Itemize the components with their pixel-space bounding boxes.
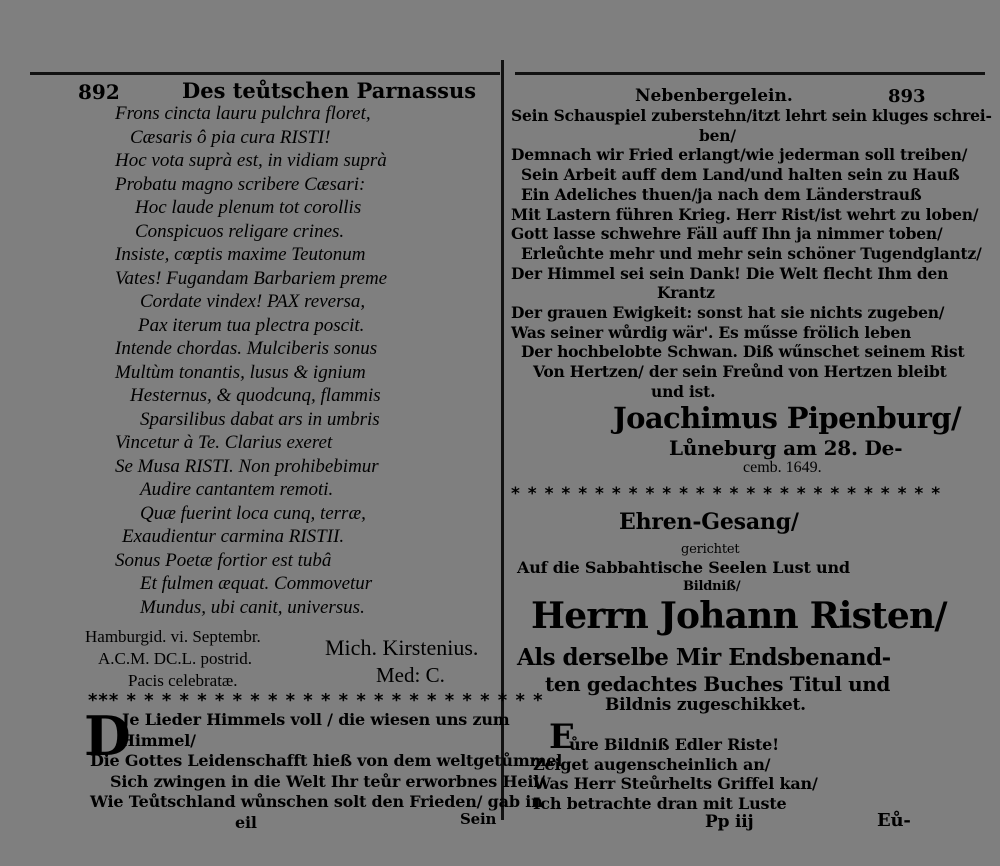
latin-line: Multùm tonantis, lusus & ignium — [115, 361, 366, 383]
poem-line: Krantz — [657, 283, 715, 303]
latin-line: Conspicuos religare crines. — [135, 220, 345, 242]
title-line-5: Als derselbe Mir Endsbenand- — [517, 644, 891, 671]
poem-line: Der grauen Ewigkeit: sonst hat sie nichts zugeben/ — [511, 303, 945, 322]
latin-line: Frons cincta lauru pulchra floret, — [115, 103, 371, 124]
poem-line: Der Himmel sei sein Dank! Die Welt flecht Ihm den — [511, 263, 949, 283]
latin-line: Probatu magno scribere Cæsari: — [115, 173, 366, 195]
poem-line: Mit Lastern führen Krieg. Herr Rist/ist wehrt zu loben/ — [511, 204, 979, 224]
poem-line: Was seiner wůrdig wär'. Es műsse frölich leben — [511, 322, 912, 342]
poem-line: und ist. — [651, 381, 716, 401]
verse-line: Zeiget augenscheinlich an/ — [533, 754, 771, 774]
latin-line: Quæ fuerint loca cunq, terræ, — [140, 502, 366, 524]
signature-name: Mich. Kirstenius. — [325, 635, 479, 660]
left-catchword: Sein — [460, 810, 497, 828]
german-line: eil — [235, 812, 257, 832]
poem-line: ben/ — [699, 125, 736, 145]
dateline-3: Pacis celebratæ. — [128, 671, 238, 690]
latin-line: Cordate vindex! PAX reversa, — [140, 291, 366, 312]
signature-mark: Pp iij — [705, 812, 754, 832]
left-page-number: 892 — [78, 80, 120, 104]
title-sub: Auf die Sabbahtische Seelen Lust und — [517, 558, 850, 577]
verse-line: ůre Bildniß Edler Riste! — [569, 735, 779, 754]
title-bildnis: Bildniß/ — [683, 579, 741, 594]
right-running-head: Nebenbergelein. — [635, 86, 793, 106]
poem-line: Der hochbelobte Schwan. Diß wűnschet seinem Rist — [521, 342, 965, 362]
german-line: Je Lieder Himmels voll / die wiesen uns zum — [122, 710, 510, 729]
german-line: Wie Teůtschland wůnschen solt den Frieden/ gab in — [90, 792, 543, 811]
latin-line: Hoc laude plenum tot corollis — [135, 197, 362, 218]
latin-line: Et fulmen æquat. Commovetur — [140, 573, 373, 594]
latin-line: Mundus, ubi canit, universus. — [140, 596, 365, 618]
dateline-1: Hamburgid. vi. Septembr. — [85, 627, 261, 646]
latin-line: Sonus Poetæ fortior est tubâ — [115, 549, 332, 571]
latin-line: Audire cantantem remoti. — [140, 479, 334, 500]
title-name: Herrn Johann Risten/ — [531, 595, 947, 637]
author-name: Joachimus Pipenburg/ — [613, 401, 961, 435]
verse-line: Was Herr Steůrhelts Griffel kan/ — [533, 774, 818, 793]
latin-line: Se Musa RISTI. Non prohibebimur — [115, 455, 379, 477]
right-head-rule — [515, 72, 985, 75]
latin-line: Hesternus, & quodcunq, flammis — [130, 385, 381, 406]
latin-line: Vates! Fugandam Barbariem preme — [115, 267, 388, 289]
latin-line: Vincetur à Te. Clarius exeret — [115, 432, 333, 453]
right-drop-initial: E — [549, 717, 575, 757]
title-gerichtet: gerichtet — [681, 542, 740, 557]
title-main: Ehren-Gesang/ — [619, 509, 799, 535]
left-running-head: Des teůtschen Parnassus — [182, 78, 477, 103]
verse-line: Ich betrachte dran mit Luste — [533, 793, 787, 813]
right-page-number: 893 — [888, 86, 926, 107]
title-line-6: ten gedachtes Buches Titul und — [545, 672, 891, 696]
latin-line: Intende chordas. Mulciberis sonus — [115, 338, 378, 359]
signature-title: Med: C. — [376, 663, 445, 687]
poem-line: Ein Adeliches thuen/ja nach dem Länderstrauß — [521, 184, 922, 204]
latin-line: Sparsilibus dabat ars in umbris — [140, 408, 380, 430]
left-drop-initial: D — [84, 704, 131, 768]
right-star-ornament: * * * * * * * * * * * * * * * * * * * * * * * * * * — [511, 484, 942, 504]
german-line: Himmel/ — [120, 730, 196, 750]
author-place: Lůneburg am 28. De- — [669, 436, 903, 460]
latin-line: Pax iterum tua plectra poscit. — [138, 314, 365, 336]
poem-line: Von Hertzen/ der sein Freůnd von Hertzen bleibt — [533, 362, 947, 382]
poem-line: Gott lasse schwehre Fäll auff Ihn ja nimmer toben/ — [511, 224, 943, 244]
poem-line: Erleůchte mehr und mehr sein schöner Tugendglantz/ — [521, 243, 982, 263]
author-date: cemb. 1649. — [743, 459, 822, 476]
title-line-7: Bildnis zugeschikket. — [605, 695, 806, 715]
latin-line: Exaudientur carmina RISTII. — [122, 526, 345, 547]
left-head-rule — [30, 72, 500, 75]
poem-line: Demnach wir Fried erlangt/wie jederman soll treiben/ — [511, 145, 968, 165]
latin-line: Hoc vota suprà est, in vidiam suprà — [115, 150, 387, 171]
poem-line: Sein Arbeit auff dem Land/und halten sein zu Hauß — [521, 165, 960, 185]
dateline-2: A.C.M. DC.L. postrid. — [98, 649, 252, 668]
right-catchword: Eů- — [877, 810, 911, 831]
poem-line: Sein Schauspiel zuberstehn/itzt lehrt sein kluges schrei- — [511, 106, 992, 125]
german-line: Sich zwingen in die Welt Ihr teůr erworbnes Heil/ — [110, 771, 545, 791]
latin-line: Insiste, cœptis maxime Teutonum — [115, 244, 366, 265]
latin-line: Cæsaris ô pia cura RISTI! — [130, 126, 331, 148]
right-page — [505, 0, 1000, 866]
left-star-ornament: *** * * * * * * * * * * * * * * * * * * * * * * * * — [88, 690, 544, 711]
german-line: Die Gottes Leidenschafft hieß von dem weltgetůmmel — [90, 751, 563, 770]
